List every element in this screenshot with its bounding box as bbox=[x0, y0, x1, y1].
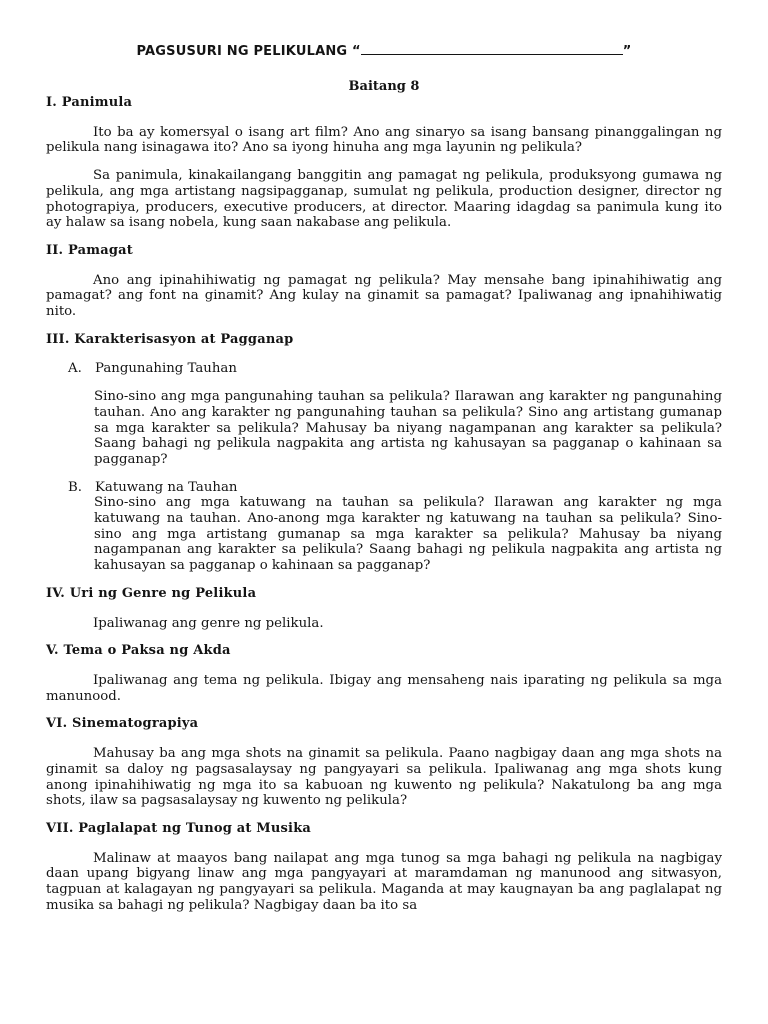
title-suffix: ” bbox=[622, 44, 632, 59]
subsection-heading-katuwang-na-tauhan bbox=[46, 480, 722, 496]
subsection-letter: B. bbox=[68, 479, 82, 495]
title-blank-line bbox=[361, 43, 623, 55]
subsection-title: Katuwang na Tauhan bbox=[95, 479, 238, 495]
subsection-text: Sino-sino ang mga pangunahing tauhan sa pelikula? Ilarawan ang karakter ng pangunahing tauhan. Ano ang karakter ng pangunahing tauhan sa pelikula? Sino ang artistang gumanap sa mga karakter sa pelikula? Mahusay ba niyang nagampanan ang karakter sa pelikula? Saang bahagi ng pelikula nagpakita ang artista ng kahusayan sa pagganap o kahinaan sa pagganap? bbox=[94, 389, 722, 467]
subsection-heading-pangunahing-tauhan bbox=[46, 361, 722, 377]
paragraph: Ito ba ay komersyal o isang art film? Ano ang sinaryo sa isang bansang pinanggalingan ng pelikula nang isinagawa ito? Ano sa iyong hinuha ang mga layunin ng pelikula? bbox=[46, 124, 722, 156]
paragraph: Ano ang ipinahihiwatig ng pamagat ng pelikula? May mensahe bang ipinahihiwatig ang pamagat? ang font na ginamit? Ang kulay na ginamit sa pamagat? Ipaliwanag ang ipnahihiwatig nito. bbox=[46, 272, 722, 320]
paragraph: Ipaliwanag ang tema ng pelikula. Ibigay ang mensaheng nais iparating ng pelikula sa mga manunood. bbox=[46, 672, 722, 704]
paragraph: Sa panimula, kinakailangang banggitin ang pamagat ng pelikula, produksyong gumawa ng pelikula, ang mga artistang nagsipagganap, sumulat ng pelikula, production designer, director ng photograpiya, producers, executive producers, at director. Maaring idagdag sa panimula kung ito ay halaw sa isang nobela, kung saan nakabase ang pelikula. bbox=[46, 168, 722, 231]
section-heading-karakterisasyon: III. Karakterisasyon at Pagganap bbox=[46, 331, 294, 347]
section-heading-tunog-musika: VII. Paglalapat ng Tunog at Musika bbox=[46, 820, 312, 836]
document-body bbox=[46, 95, 722, 925]
subsection-title: Pangunahing Tauhan bbox=[95, 361, 237, 377]
subsection-letter: A. bbox=[68, 361, 82, 377]
grade-level: Baitang 8 bbox=[348, 79, 420, 94]
paragraph: Malinaw at maayos bang nailapat ang mga tunog sa mga bahagi ng pelikula na nagbigay daan upang bigyang linaw ang mga pangyayari at maramdaman ng manunood ang sitwasyon, tagpuan at kalagayan ng pangyayari sa pelikula. Maganda at may kaugnayan ba ang paglalapat ng musika sa bahagi ng pelikula? Nagbigay daan ba ito sa bbox=[46, 850, 722, 913]
paragraph: Mahusay ba ang mga shots na ginamit sa pelikula. Paano nagbigay daan ang mga shots na ginamit sa daloy ng pagsasalaysay ng pangyayari sa pelikula. Ipaliwanag ang mga shots kung anong ipinahihiwatig ng mga ito sa kabuoan ng kuwento ng pelikula? Nakatulong ba ang mga shots, ilaw sa pagsasalaysay ng kuwento ng pelikula? bbox=[46, 746, 722, 809]
section-heading-pamagat: II. Pamagat bbox=[46, 242, 133, 258]
paragraph: Ipaliwanag ang genre ng pelikula. bbox=[93, 615, 324, 631]
title-prefix: PAGSUSURI NG PELIKULANG “ bbox=[136, 44, 361, 59]
section-heading-genre: IV. Uri ng Genre ng Pelikula bbox=[46, 585, 257, 601]
section-heading-panimula: I. Panimula bbox=[46, 95, 133, 110]
subsection-text: Sino-sino ang mga katuwang na tauhan sa pelikula? Ilarawan ang karakter ng mga katuwang na tauhan. Ano-anong mga karakter ng katuwang na tauhan sa pelikula? Sino-sino ang mga artistang gumanap sa mga karakter sa pelikula? Mahusay ba niyang nagampanan ang karakter sa pelikula? Saang bahagi ng pelikula nagpakita ang artista ng kahusayan sa pagganap o kahinaan sa pagganap? bbox=[94, 495, 722, 574]
section-heading-tema: V. Tema o Paksa ng Akda bbox=[46, 643, 231, 659]
document-title bbox=[0, 43, 768, 59]
section-heading-sinematograpiya: VI. Sinematograpiya bbox=[46, 716, 199, 732]
